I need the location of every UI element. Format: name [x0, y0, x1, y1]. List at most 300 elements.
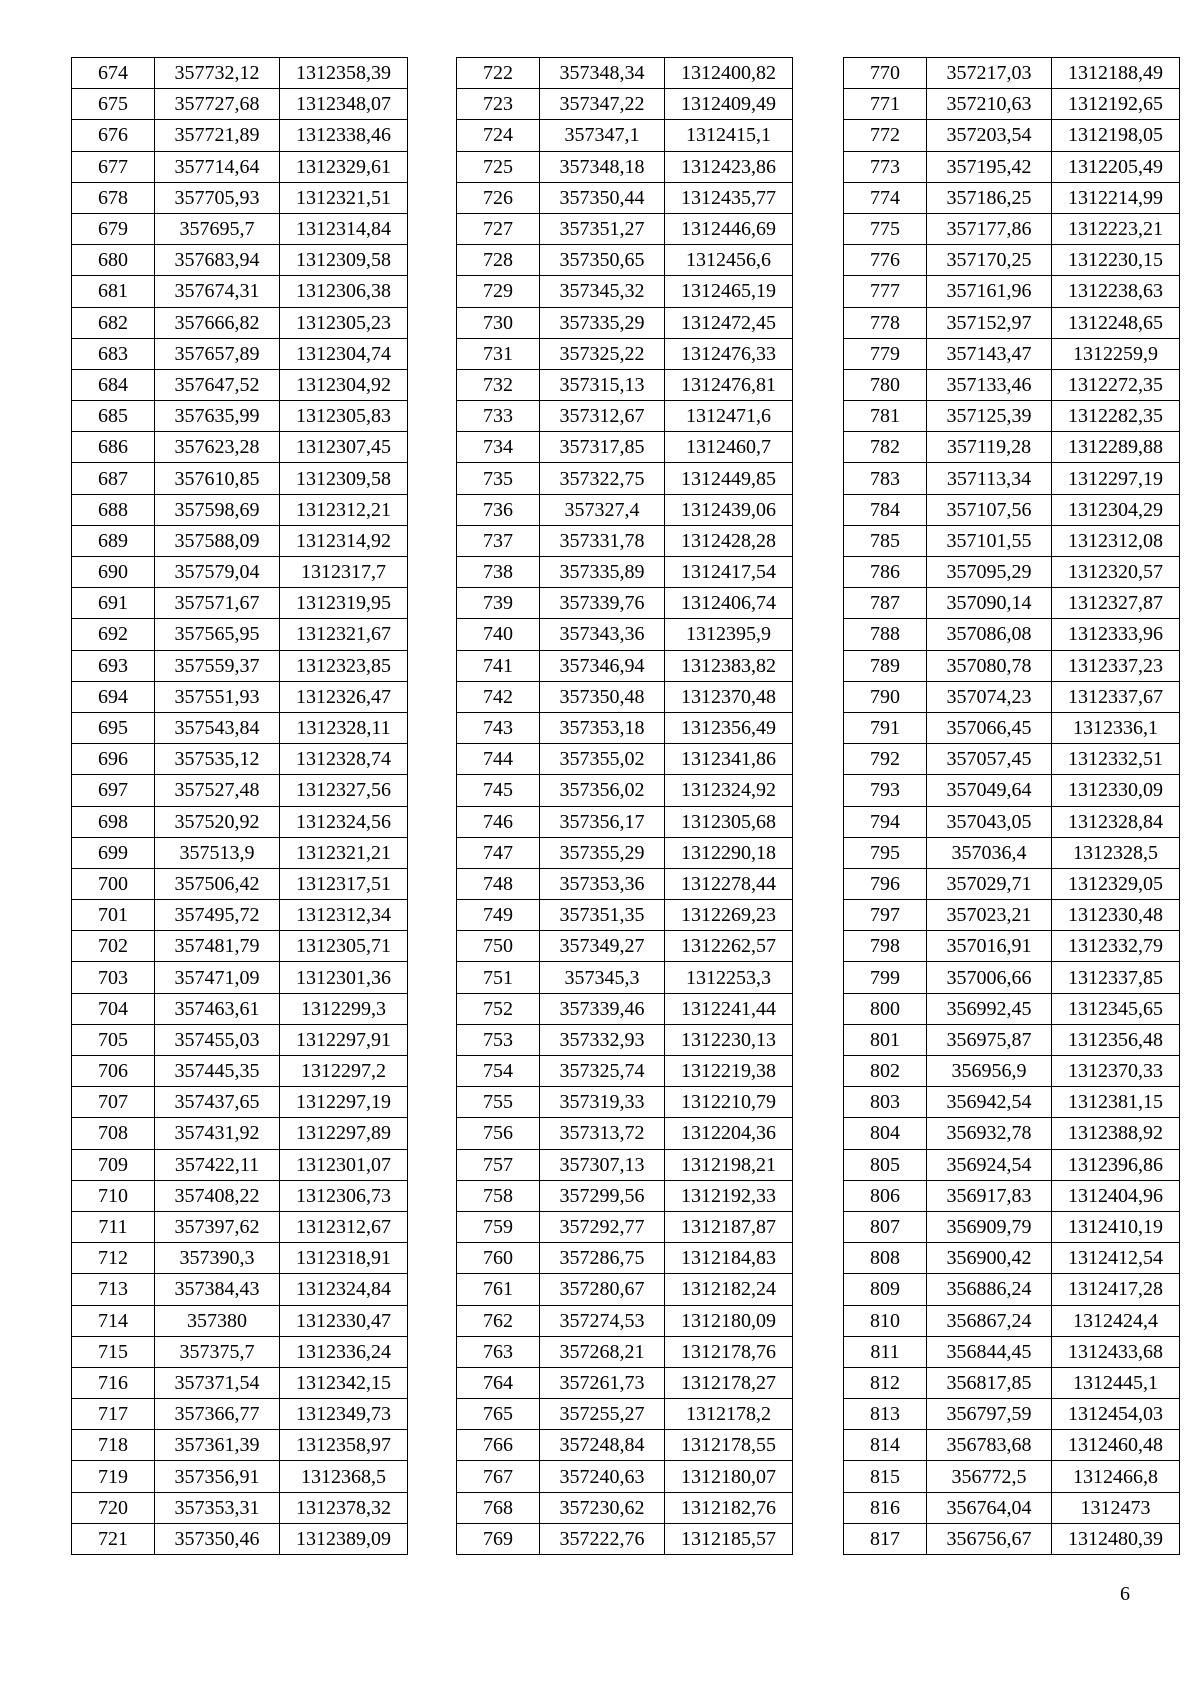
x-coordinate-cell: 357339,46: [540, 993, 665, 1024]
x-coordinate-cell: 357559,37: [155, 650, 280, 681]
point-number-cell: 796: [844, 868, 927, 899]
x-coordinate-cell: 357152,97: [927, 307, 1052, 338]
table-row: [72, 1211, 408, 1242]
point-number-cell: 813: [844, 1399, 927, 1430]
table-row: [72, 120, 408, 151]
x-coordinate-cell: 357356,02: [540, 775, 665, 806]
table-row: [844, 1336, 1180, 1367]
point-number-cell: 719: [72, 1461, 155, 1492]
y-coordinate-cell: 1312205,49: [1052, 151, 1180, 182]
x-coordinate-cell: 357292,77: [540, 1211, 665, 1242]
table-row: [72, 806, 408, 837]
y-coordinate-cell: 1312269,23: [665, 900, 793, 931]
point-number-cell: 784: [844, 494, 927, 525]
table-row: [457, 900, 793, 931]
point-number-cell: 707: [72, 1087, 155, 1118]
y-coordinate-cell: 1312304,74: [280, 338, 408, 369]
x-coordinate-cell: 357230,62: [540, 1492, 665, 1523]
x-coordinate-cell: 357319,33: [540, 1087, 665, 1118]
table-row: [457, 182, 793, 213]
table-row: [72, 1523, 408, 1554]
point-number-cell: 764: [457, 1367, 540, 1398]
point-number-cell: 730: [457, 307, 540, 338]
x-coordinate-cell: 357513,9: [155, 837, 280, 868]
x-coordinate-cell: 357101,55: [927, 525, 1052, 556]
table-row: [844, 993, 1180, 1024]
point-number-cell: 731: [457, 338, 540, 369]
x-coordinate-cell: 357721,89: [155, 120, 280, 151]
y-coordinate-cell: 1312301,07: [280, 1149, 408, 1180]
y-coordinate-cell: 1312337,23: [1052, 650, 1180, 681]
x-coordinate-cell: 357023,21: [927, 900, 1052, 931]
x-coordinate-cell: 357347,22: [540, 89, 665, 120]
x-coordinate-cell: 357543,84: [155, 712, 280, 743]
point-number-cell: 802: [844, 1056, 927, 1087]
y-coordinate-cell: 1312329,61: [280, 151, 408, 182]
table-row: [72, 619, 408, 650]
x-coordinate-cell: 356900,42: [927, 1243, 1052, 1274]
x-coordinate-cell: 357307,13: [540, 1149, 665, 1180]
y-coordinate-cell: 1312312,67: [280, 1211, 408, 1242]
point-number-cell: 724: [457, 120, 540, 151]
point-number-cell: 717: [72, 1399, 155, 1430]
x-coordinate-cell: 357506,42: [155, 868, 280, 899]
x-coordinate-cell: 357674,31: [155, 276, 280, 307]
x-coordinate-cell: 357588,09: [155, 525, 280, 556]
point-number-cell: 814: [844, 1430, 927, 1461]
point-number-cell: 700: [72, 868, 155, 899]
y-coordinate-cell: 1312259,9: [1052, 338, 1180, 369]
y-coordinate-cell: 1312460,7: [665, 432, 793, 463]
table-row: [457, 1180, 793, 1211]
table-row: [844, 1492, 1180, 1523]
point-number-cell: 770: [844, 58, 927, 89]
y-coordinate-cell: 1312317,7: [280, 557, 408, 588]
table-row: [844, 1087, 1180, 1118]
y-coordinate-cell: 1312305,83: [280, 401, 408, 432]
table-row: [72, 868, 408, 899]
table-row: [457, 1087, 793, 1118]
x-coordinate-cell: 357732,12: [155, 58, 280, 89]
table-row: [844, 1523, 1180, 1554]
x-coordinate-cell: 357049,64: [927, 775, 1052, 806]
x-coordinate-cell: 357255,27: [540, 1399, 665, 1430]
y-coordinate-cell: 1312358,97: [280, 1430, 408, 1461]
x-coordinate-cell: 357286,75: [540, 1243, 665, 1274]
y-coordinate-cell: 1312370,48: [665, 681, 793, 712]
point-number-cell: 758: [457, 1180, 540, 1211]
y-coordinate-cell: 1312356,49: [665, 712, 793, 743]
x-coordinate-cell: 357481,79: [155, 931, 280, 962]
table-row: [844, 962, 1180, 993]
x-coordinate-cell: 357356,17: [540, 806, 665, 837]
x-coordinate-cell: 357248,84: [540, 1430, 665, 1461]
x-coordinate-cell: 357274,53: [540, 1305, 665, 1336]
table-row: [457, 1523, 793, 1554]
table-row: [844, 1305, 1180, 1336]
point-number-cell: 776: [844, 245, 927, 276]
table-row: [457, 868, 793, 899]
y-coordinate-cell: 1312323,85: [280, 650, 408, 681]
x-coordinate-cell: 356844,45: [927, 1336, 1052, 1367]
point-number-cell: 703: [72, 962, 155, 993]
table-row: [72, 1243, 408, 1274]
x-coordinate-cell: 356783,68: [927, 1430, 1052, 1461]
point-number-cell: 706: [72, 1056, 155, 1087]
x-coordinate-cell: 357312,67: [540, 401, 665, 432]
x-coordinate-cell: 357355,02: [540, 744, 665, 775]
point-number-cell: 761: [457, 1274, 540, 1305]
table-row: [457, 213, 793, 244]
point-number-cell: 773: [844, 151, 927, 182]
x-coordinate-cell: 357343,36: [540, 619, 665, 650]
y-coordinate-cell: 1312324,92: [665, 775, 793, 806]
x-coordinate-cell: 357349,27: [540, 931, 665, 962]
table-row: [457, 1305, 793, 1336]
table-row: [457, 463, 793, 494]
point-number-cell: 698: [72, 806, 155, 837]
point-number-cell: 783: [844, 463, 927, 494]
y-coordinate-cell: 1312320,57: [1052, 557, 1180, 588]
y-coordinate-cell: 1312476,81: [665, 369, 793, 400]
point-number-cell: 690: [72, 557, 155, 588]
y-coordinate-cell: 1312465,19: [665, 276, 793, 307]
table-row: [72, 213, 408, 244]
table-row: [457, 369, 793, 400]
y-coordinate-cell: 1312248,65: [1052, 307, 1180, 338]
y-coordinate-cell: 1312348,07: [280, 89, 408, 120]
table-row: [72, 1399, 408, 1430]
table-row: [457, 1399, 793, 1430]
x-coordinate-cell: 357375,7: [155, 1336, 280, 1367]
point-number-cell: 701: [72, 900, 155, 931]
table-row: [72, 1461, 408, 1492]
table-row: [844, 650, 1180, 681]
x-coordinate-cell: 357445,35: [155, 1056, 280, 1087]
table-row: [457, 120, 793, 151]
coordinate-table-3: [843, 57, 1180, 1555]
x-coordinate-cell: 357261,73: [540, 1367, 665, 1398]
table-row: [844, 1149, 1180, 1180]
point-number-cell: 763: [457, 1336, 540, 1367]
table-row: [457, 338, 793, 369]
point-number-cell: 803: [844, 1087, 927, 1118]
point-number-cell: 766: [457, 1430, 540, 1461]
point-number-cell: 714: [72, 1305, 155, 1336]
point-number-cell: 785: [844, 525, 927, 556]
y-coordinate-cell: 1312337,67: [1052, 681, 1180, 712]
point-number-cell: 729: [457, 276, 540, 307]
point-number-cell: 752: [457, 993, 540, 1024]
x-coordinate-cell: 356756,67: [927, 1523, 1052, 1554]
x-coordinate-cell: 357657,89: [155, 338, 280, 369]
y-coordinate-cell: 1312404,96: [1052, 1180, 1180, 1211]
y-coordinate-cell: 1312410,19: [1052, 1211, 1180, 1242]
x-coordinate-cell: 357322,75: [540, 463, 665, 494]
table-row: [72, 588, 408, 619]
table-row: [457, 151, 793, 182]
y-coordinate-cell: 1312304,92: [280, 369, 408, 400]
point-number-cell: 806: [844, 1180, 927, 1211]
x-coordinate-cell: 357217,03: [927, 58, 1052, 89]
y-coordinate-cell: 1312342,15: [280, 1367, 408, 1398]
x-coordinate-cell: 356886,24: [927, 1274, 1052, 1305]
x-coordinate-cell: 356867,24: [927, 1305, 1052, 1336]
y-coordinate-cell: 1312328,11: [280, 712, 408, 743]
x-coordinate-cell: 356924,54: [927, 1149, 1052, 1180]
point-number-cell: 726: [457, 182, 540, 213]
table-row: [72, 1492, 408, 1523]
x-coordinate-cell: 357356,91: [155, 1461, 280, 1492]
table-row: [72, 1149, 408, 1180]
table-row: [457, 681, 793, 712]
y-coordinate-cell: 1312356,48: [1052, 1024, 1180, 1055]
x-coordinate-cell: 357535,12: [155, 744, 280, 775]
x-coordinate-cell: 357280,67: [540, 1274, 665, 1305]
table-row: [844, 588, 1180, 619]
point-number-cell: 786: [844, 557, 927, 588]
point-number-cell: 735: [457, 463, 540, 494]
point-number-cell: 778: [844, 307, 927, 338]
point-number-cell: 689: [72, 525, 155, 556]
x-coordinate-cell: 356992,45: [927, 993, 1052, 1024]
x-coordinate-cell: 357186,25: [927, 182, 1052, 213]
y-coordinate-cell: 1312327,87: [1052, 588, 1180, 619]
point-number-cell: 812: [844, 1367, 927, 1398]
point-number-cell: 743: [457, 712, 540, 743]
point-number-cell: 681: [72, 276, 155, 307]
point-number-cell: 697: [72, 775, 155, 806]
table-row: [457, 712, 793, 743]
table-row: [72, 1430, 408, 1461]
table-row: [457, 401, 793, 432]
y-coordinate-cell: 1312409,49: [665, 89, 793, 120]
y-coordinate-cell: 1312241,44: [665, 993, 793, 1024]
table-row: [72, 993, 408, 1024]
y-coordinate-cell: 1312290,18: [665, 837, 793, 868]
x-coordinate-cell: 357565,95: [155, 619, 280, 650]
y-coordinate-cell: 1312449,85: [665, 463, 793, 494]
table-row: [844, 182, 1180, 213]
table-row: [844, 837, 1180, 868]
table-row: [844, 1180, 1180, 1211]
x-coordinate-cell: 357520,92: [155, 806, 280, 837]
table-row: [72, 900, 408, 931]
point-number-cell: 709: [72, 1149, 155, 1180]
y-coordinate-cell: 1312332,51: [1052, 744, 1180, 775]
x-coordinate-cell: 357066,45: [927, 712, 1052, 743]
table-row: [844, 681, 1180, 712]
y-coordinate-cell: 1312417,54: [665, 557, 793, 588]
table-row: [72, 775, 408, 806]
point-number-cell: 753: [457, 1024, 540, 1055]
table-row: [457, 525, 793, 556]
y-coordinate-cell: 1312307,45: [280, 432, 408, 463]
x-coordinate-cell: 357317,85: [540, 432, 665, 463]
x-coordinate-cell: 357384,43: [155, 1274, 280, 1305]
table-row: [844, 712, 1180, 743]
x-coordinate-cell: 357623,28: [155, 432, 280, 463]
x-coordinate-cell: 356956,9: [927, 1056, 1052, 1087]
x-coordinate-cell: 357635,99: [155, 401, 280, 432]
point-number-cell: 712: [72, 1243, 155, 1274]
table-row: [457, 1211, 793, 1242]
point-number-cell: 805: [844, 1149, 927, 1180]
table-row: [457, 1149, 793, 1180]
y-coordinate-cell: 1312312,34: [280, 900, 408, 931]
x-coordinate-cell: 357331,78: [540, 525, 665, 556]
point-number-cell: 736: [457, 494, 540, 525]
y-coordinate-cell: 1312182,76: [665, 1492, 793, 1523]
table-row: [72, 1274, 408, 1305]
point-number-cell: 732: [457, 369, 540, 400]
table-row: [844, 1367, 1180, 1398]
x-coordinate-cell: 357074,23: [927, 681, 1052, 712]
table-row: [72, 1118, 408, 1149]
y-coordinate-cell: 1312476,33: [665, 338, 793, 369]
point-number-cell: 677: [72, 151, 155, 182]
table-row: [844, 245, 1180, 276]
point-number-cell: 779: [844, 338, 927, 369]
table-row: [844, 806, 1180, 837]
x-coordinate-cell: 357705,93: [155, 182, 280, 213]
x-coordinate-cell: 357579,04: [155, 557, 280, 588]
point-number-cell: 680: [72, 245, 155, 276]
table-row: [457, 1118, 793, 1149]
y-coordinate-cell: 1312358,39: [280, 58, 408, 89]
table-row: [457, 1336, 793, 1367]
y-coordinate-cell: 1312192,65: [1052, 89, 1180, 120]
table-row: [457, 806, 793, 837]
table-row: [844, 401, 1180, 432]
table-row: [844, 557, 1180, 588]
y-coordinate-cell: 1312178,55: [665, 1430, 793, 1461]
x-coordinate-cell: 357350,65: [540, 245, 665, 276]
table-row: [457, 1430, 793, 1461]
y-coordinate-cell: 1312297,91: [280, 1024, 408, 1055]
y-coordinate-cell: 1312341,86: [665, 744, 793, 775]
point-number-cell: 793: [844, 775, 927, 806]
point-number-cell: 799: [844, 962, 927, 993]
x-coordinate-cell: 356917,83: [927, 1180, 1052, 1211]
table-row: [844, 276, 1180, 307]
table-row: [72, 494, 408, 525]
table-row: [457, 1274, 793, 1305]
y-coordinate-cell: 1312198,21: [665, 1149, 793, 1180]
table-row: [72, 837, 408, 868]
table-row: [72, 89, 408, 120]
point-number-cell: 811: [844, 1336, 927, 1367]
x-coordinate-cell: 357380: [155, 1305, 280, 1336]
point-number-cell: 754: [457, 1056, 540, 1087]
y-coordinate-cell: 1312337,85: [1052, 962, 1180, 993]
x-coordinate-cell: 357361,39: [155, 1430, 280, 1461]
y-coordinate-cell: 1312445,1: [1052, 1367, 1180, 1398]
x-coordinate-cell: 357327,4: [540, 494, 665, 525]
y-coordinate-cell: 1312198,05: [1052, 120, 1180, 151]
table-row: [844, 900, 1180, 931]
y-coordinate-cell: 1312317,51: [280, 868, 408, 899]
table-row: [457, 744, 793, 775]
table-row: [72, 338, 408, 369]
x-coordinate-cell: 357571,67: [155, 588, 280, 619]
point-number-cell: 696: [72, 744, 155, 775]
x-coordinate-cell: 357647,52: [155, 369, 280, 400]
y-coordinate-cell: 1312180,07: [665, 1461, 793, 1492]
x-coordinate-cell: 357006,66: [927, 962, 1052, 993]
y-coordinate-cell: 1312262,57: [665, 931, 793, 962]
table-row: [457, 962, 793, 993]
table-row: [844, 744, 1180, 775]
point-number-cell: 674: [72, 58, 155, 89]
point-number-cell: 809: [844, 1274, 927, 1305]
y-coordinate-cell: 1312395,9: [665, 619, 793, 650]
y-coordinate-cell: 1312178,76: [665, 1336, 793, 1367]
y-coordinate-cell: 1312349,73: [280, 1399, 408, 1430]
table-row: [844, 151, 1180, 182]
point-number-cell: 791: [844, 712, 927, 743]
y-coordinate-cell: 1312345,65: [1052, 993, 1180, 1024]
y-coordinate-cell: 1312210,79: [665, 1087, 793, 1118]
x-coordinate-cell: 357222,76: [540, 1523, 665, 1554]
table-row: [72, 1180, 408, 1211]
table-row: [72, 962, 408, 993]
point-number-cell: 801: [844, 1024, 927, 1055]
table-row: [844, 868, 1180, 899]
table-row: [844, 120, 1180, 151]
x-coordinate-cell: 357351,27: [540, 213, 665, 244]
y-coordinate-cell: 1312332,79: [1052, 931, 1180, 962]
y-coordinate-cell: 1312328,5: [1052, 837, 1180, 868]
y-coordinate-cell: 1312328,84: [1052, 806, 1180, 837]
y-coordinate-cell: 1312383,82: [665, 650, 793, 681]
point-number-cell: 710: [72, 1180, 155, 1211]
coordinate-table-2: [456, 57, 793, 1555]
table-row: [457, 837, 793, 868]
y-coordinate-cell: 1312188,49: [1052, 58, 1180, 89]
y-coordinate-cell: 1312223,21: [1052, 213, 1180, 244]
point-number-cell: 772: [844, 120, 927, 151]
x-coordinate-cell: 357313,72: [540, 1118, 665, 1149]
table-row: [457, 650, 793, 681]
x-coordinate-cell: 357325,74: [540, 1056, 665, 1087]
table-row: [72, 58, 408, 89]
table-row: [72, 276, 408, 307]
point-number-cell: 749: [457, 900, 540, 931]
table-row: [844, 1118, 1180, 1149]
y-coordinate-cell: 1312178,27: [665, 1367, 793, 1398]
point-number-cell: 782: [844, 432, 927, 463]
table-row: [457, 1243, 793, 1274]
table-row: [457, 1056, 793, 1087]
x-coordinate-cell: 357727,68: [155, 89, 280, 120]
point-number-cell: 797: [844, 900, 927, 931]
y-coordinate-cell: 1312238,63: [1052, 276, 1180, 307]
point-number-cell: 787: [844, 588, 927, 619]
x-coordinate-cell: 356764,04: [927, 1492, 1052, 1523]
point-number-cell: 738: [457, 557, 540, 588]
x-coordinate-cell: 357195,42: [927, 151, 1052, 182]
point-number-cell: 748: [457, 868, 540, 899]
x-coordinate-cell: 356772,5: [927, 1461, 1052, 1492]
x-coordinate-cell: 357095,29: [927, 557, 1052, 588]
x-coordinate-cell: 357335,29: [540, 307, 665, 338]
point-number-cell: 769: [457, 1523, 540, 1554]
x-coordinate-cell: 357170,25: [927, 245, 1052, 276]
table-row: [844, 619, 1180, 650]
y-coordinate-cell: 1312312,21: [280, 494, 408, 525]
y-coordinate-cell: 1312330,09: [1052, 775, 1180, 806]
